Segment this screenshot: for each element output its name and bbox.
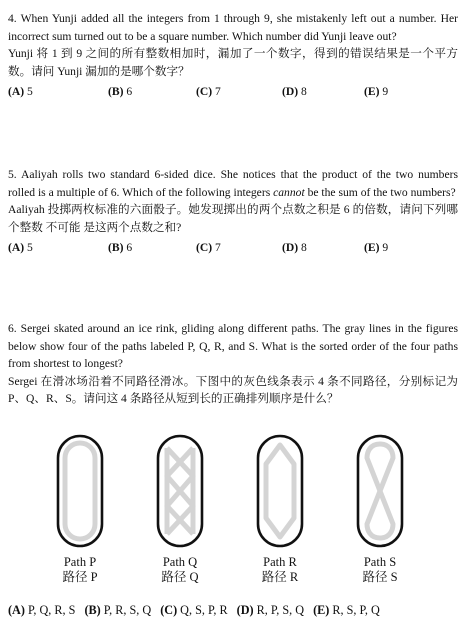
problem-4-english <box>8 10 458 45</box>
option-c[interactable] <box>196 241 221 254</box>
option-value: R, P, S, Q <box>256 603 305 617</box>
option-value: 5 <box>27 85 33 99</box>
figure-path-r <box>248 434 312 599</box>
caption-chinese: 路径 Q <box>161 570 199 584</box>
problem-text-after: be the sum of the two numbers? <box>304 185 456 199</box>
option-label: (A) <box>8 241 25 255</box>
problem-text: Sergei skated around an ice rink, gliding along different paths. The gray lines in the figures below show four of the paths labeled P, Q, R, and S. What is the sorted order of the four paths from shortest to longest? <box>8 322 458 371</box>
rink-path-q-drawing <box>156 434 204 548</box>
option-a[interactable] <box>8 85 33 98</box>
problem-6-english <box>8 320 458 373</box>
answer-options <box>8 603 465 618</box>
option-label: (C) <box>196 85 213 99</box>
option-value: P, Q, R, S <box>27 603 76 617</box>
problem-5 <box>8 166 458 259</box>
option-value: 9 <box>382 85 389 99</box>
problem-text: When Yunji added all the integers from 1 through 9, she mistakenly left out a number. Her incorrect sum turned out to be a square number. Which number did Yunji leave out? <box>8 12 458 43</box>
option-e[interactable] <box>364 241 388 254</box>
caption-english: Path S <box>363 555 397 569</box>
option-value: 7 <box>215 241 221 255</box>
option-value: 9 <box>382 241 389 255</box>
answer-options <box>8 241 458 259</box>
path-figures <box>8 434 458 594</box>
problem-text-before: Aaliyah rolls two standard 6-sided dice. She notices that the product of the two numbers rolled is a multiple of 6. Which of the following integers <box>8 168 458 199</box>
option-label: (D) <box>282 85 299 99</box>
option-value: 7 <box>215 85 221 99</box>
option-label: (C) <box>196 241 213 255</box>
figure-caption <box>40 555 120 585</box>
problem-text-emphasis: cannot <box>273 185 305 199</box>
option-value: Q, S, P, R <box>180 603 228 617</box>
problem-4 <box>8 10 458 103</box>
caption-chinese: 路径 P <box>62 570 98 584</box>
problem-number: 4. <box>8 12 17 25</box>
figure-path-p <box>48 434 112 599</box>
option-c[interactable] <box>160 603 230 617</box>
caption-english: Path P <box>63 555 97 569</box>
option-e[interactable] <box>313 603 383 617</box>
option-d[interactable] <box>282 85 307 98</box>
option-b[interactable] <box>84 603 154 617</box>
answer-options <box>8 85 458 103</box>
option-label: (B) <box>108 241 124 255</box>
option-label: (E) <box>364 85 380 99</box>
option-d[interactable] <box>237 603 307 617</box>
problem-number: 5. <box>8 168 17 181</box>
problem-number: 6. <box>8 322 17 335</box>
option-a[interactable] <box>8 241 33 254</box>
option-value: 5 <box>27 241 33 255</box>
option-b[interactable] <box>108 85 132 98</box>
option-value: 6 <box>126 241 133 255</box>
option-d[interactable] <box>282 241 307 254</box>
option-value: R, S, P, Q <box>332 603 380 617</box>
option-value: 8 <box>301 85 307 99</box>
option-value: 8 <box>301 241 307 255</box>
problem-6-chinese: Sergei 在滑冰场沿着不同路径滑冰。下图中的灰色线条表示 4 条不同路径，分别标记为 P、Q、R、S。请问这 4 条路径从短到长的正确排列顺序是什么？ <box>8 374 458 406</box>
option-label: (C) <box>160 603 178 617</box>
option-label: (D) <box>282 241 299 255</box>
problem-4-chinese: Yunji 将 1 到 9 之间的所有整数相加时，漏加了一个数字，得到的错误结果是一个平方数。请问 Yunji 漏加的是哪个数字？ <box>8 47 458 78</box>
figure-path-s <box>348 434 412 599</box>
option-value: P, R, S, Q <box>103 603 152 617</box>
caption-chinese: 路径 R <box>261 570 299 584</box>
option-label: (E) <box>364 241 380 255</box>
problem-6 <box>8 320 458 617</box>
figure-path-q <box>148 434 212 599</box>
figure-caption <box>340 555 420 585</box>
rink-path-s-drawing <box>356 434 404 548</box>
option-a[interactable] <box>8 603 78 617</box>
option-b[interactable] <box>108 241 132 254</box>
option-c[interactable] <box>196 85 221 98</box>
option-label: (D) <box>236 603 254 617</box>
rink-path-p-drawing <box>56 434 104 548</box>
problem-5-chinese: Aaliyah 投掷两枚标准的六面骰子。她发现掷出的两个点数之积是 6 的倍数，请问下列哪个整数 不可能 是这两个点数之和? <box>8 203 458 234</box>
option-label: (A) <box>8 85 25 99</box>
option-value: 6 <box>126 85 133 99</box>
option-e[interactable] <box>364 85 388 98</box>
figure-caption <box>140 555 220 585</box>
caption-english: Path Q <box>162 555 198 569</box>
option-label: (A) <box>8 603 25 617</box>
figure-caption <box>240 555 320 585</box>
option-label: (E) <box>313 603 330 617</box>
caption-english: Path R <box>263 555 297 569</box>
caption-chinese: 路径 S <box>362 570 398 584</box>
rink-path-r-drawing <box>256 434 304 548</box>
option-label: (B) <box>84 603 101 617</box>
problem-5-english <box>8 166 458 201</box>
option-label: (B) <box>108 85 124 99</box>
